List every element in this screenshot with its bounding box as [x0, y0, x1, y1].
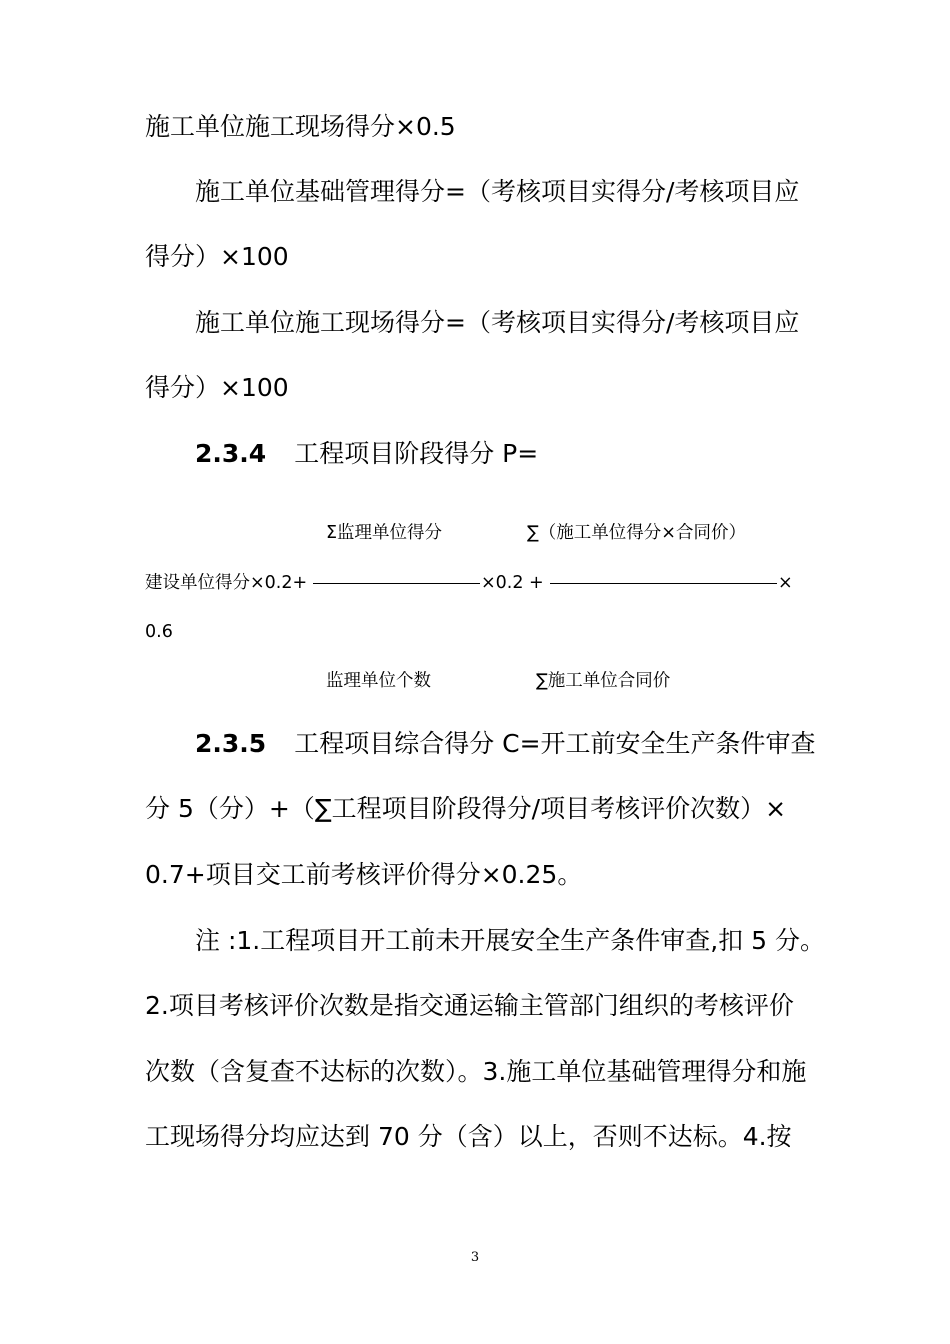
formula-denominator-2: ∑施工单位合同价 — [536, 671, 671, 691]
formula-middle: ×0.2 + — [481, 573, 544, 593]
text-line: 施工单位施工现场得分×0.5 — [145, 112, 456, 141]
page-number: 3 — [470, 1250, 480, 1265]
section-heading-2-3-4 — [195, 438, 538, 470]
section-title: 工程项目阶段得分 P= — [294, 439, 539, 468]
formula-numerator-1: Σ监理单位得分 — [326, 523, 443, 543]
section-heading-2-3-5 — [195, 728, 816, 760]
section-number: 2.3.5 — [195, 729, 267, 758]
note-line: 次数（含复查不达标的次数）。3.施工单位基础管理得分和施 — [145, 1057, 807, 1086]
section-number: 2.3.4 — [195, 439, 267, 468]
section-title: 工程项目综合得分 C=开工前安全生产条件审查 — [294, 729, 816, 758]
formula-denominator-1: 监理单位个数 — [326, 671, 431, 691]
text-line: 得分）×100 — [145, 242, 289, 271]
text-line: 施工单位施工现场得分=（考核项目实得分/考核项目应 — [195, 308, 800, 337]
formula-numerator-2: ∑（施工单位得分×合同价） — [527, 523, 746, 543]
fraction-bar-2 — [550, 583, 777, 584]
formula-suffix: × — [778, 573, 793, 593]
text-line: 施工单位基础管理得分=（考核项目实得分/考核项目应 — [195, 177, 800, 206]
fraction-bar-1 — [313, 583, 480, 584]
note-line: 工现场得分均应达到 70 分（含）以上，否则不达标。4.按 — [145, 1122, 792, 1151]
text-line: 得分）×100 — [145, 373, 289, 402]
note-line: 2.项目考核评价次数是指交通运输主管部门组织的考核评价 — [145, 991, 794, 1020]
text-line: 分 5（分）+（∑工程项目阶段得分/项目考核评价次数）× — [145, 794, 787, 823]
text-line: 0.7+项目交工前考核评价得分×0.25。 — [145, 860, 583, 889]
formula-prefix: 建设单位得分×0.2+ — [145, 573, 308, 593]
note-line: 注 :1.工程项目开工前未开展安全生产条件审查,扣 5 分。 — [195, 926, 825, 955]
formula-wrap: 0.6 — [145, 622, 173, 642]
